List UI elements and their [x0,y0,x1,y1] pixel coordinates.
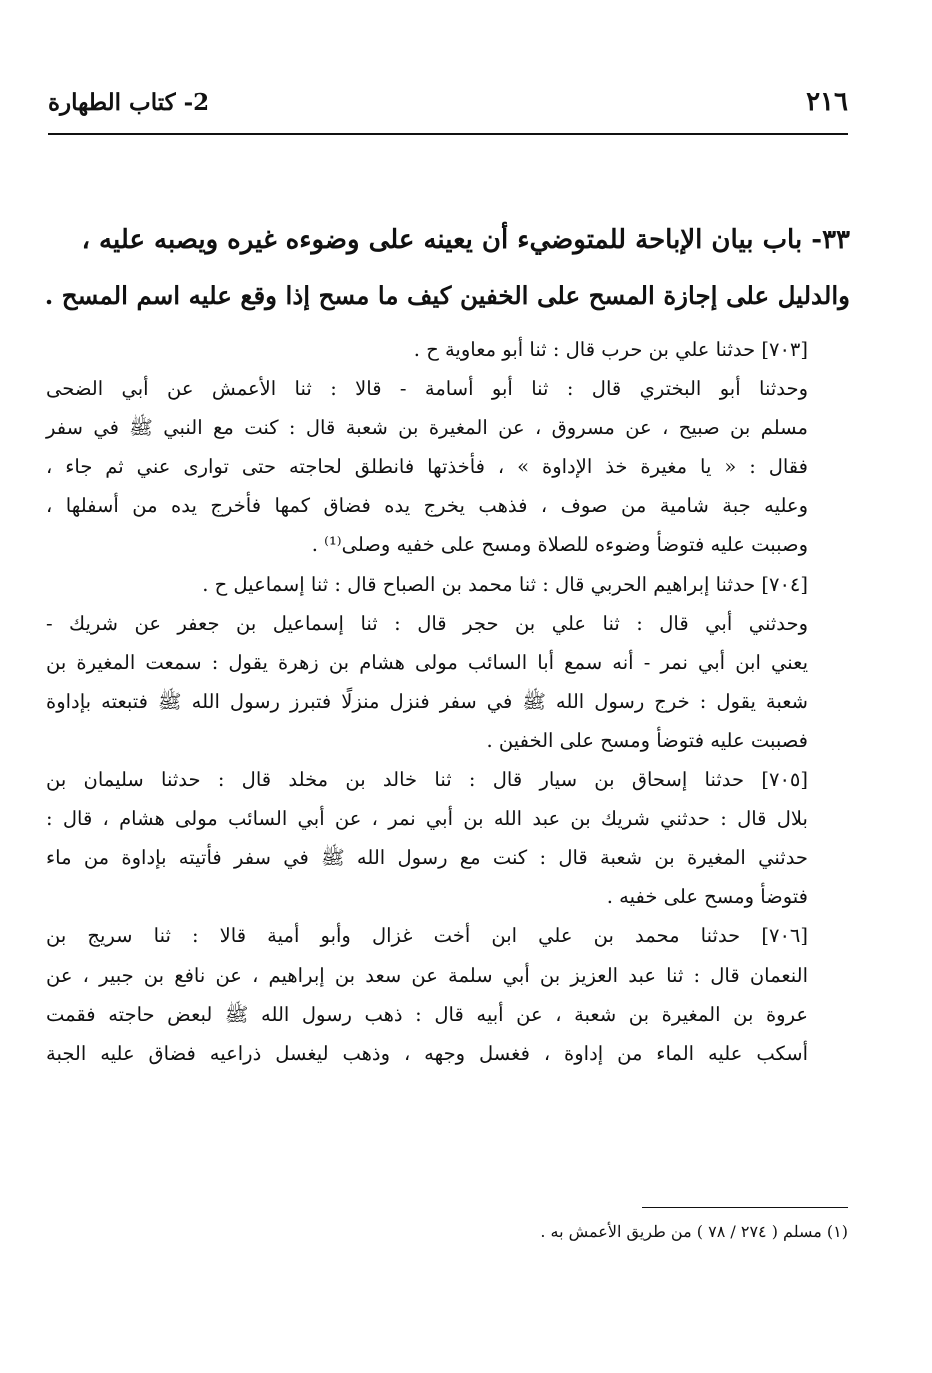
text-line: وصببت عليه فتوضأ وضوءه للصلاة ومسح على خفيه وصلى⁽¹⁾ . [311,533,808,557]
page-header [48,82,848,122]
hadith-704-text [46,604,848,760]
chapter-heading-line-1: ٣٣- باب بيان الإباحة للمتوضيء أن يعينه على وضوءه غيره ويصبه عليه ، [81,225,850,255]
text-line: فتوضأ ومسح على خفيه . [606,885,808,909]
text-line: النعمان قال : ثنا عبد العزيز بن أبي سلمة عن سعد بن إبراهيم ، عن نافع بن جبير ، عن [46,963,808,987]
body-text [46,330,848,1073]
hadith-703-text [46,369,848,564]
text-line: حدثني المغيرة بن شعبة قال : كنت مع رسول الله ﷺ في سفر فأتيته بإداوة من ماء [46,846,808,870]
text-line: فقال : « يا مغيرة خذ الإداوة » ، فأخذتها فانطلق لحاجته حتى توارى عني ثم جاء ، [46,455,808,479]
text-line: أسكب عليه الماء من إداوة ، فغسل وجهه ، وذهب ليغسل ذراعيه فضاق عليه الجبة [46,1041,808,1065]
text-line: وحدثني أبي قال : ثنا علي بن حجر قال : ثنا إسماعيل بن جعفر عن شريك - [46,611,808,635]
text-line: وعليه جبة شامية من صوف ، فذهب يخرج يده فضاق كمها فأخرج يده من أسفلها ، [46,494,808,518]
hadith-704-isnad [46,565,848,604]
hadith-705 [46,760,848,916]
footnote-divider [642,1207,848,1208]
text-line: يعني ابن أبي نمر - أنه سمع أبا السائب مولى هشام بن زهرة يقول : سمعت المغيرة بن [46,650,808,674]
text-line: عروة بن المغيرة بن شعبة ، عن أبيه قال : ذهب رسول الله ﷺ لبعض حاجته فقمت [46,1002,808,1026]
text-line: [٧٠٣] حدثنا علي بن حرب قال : ثنا أبو معاوية ح . [413,338,808,361]
chapter-heading [44,212,850,324]
text-line: بلال قال : حدثني شريك بن عبد الله بن أبي نمر ، عن أبي السائب مولى هشام ، قال : [46,807,808,831]
text-line: [٧٠٦] حدثنا محمد بن علي ابن أخت غزال وأبو أمية قالا : ثنا سريج بن [46,924,808,948]
text-line: فصببت عليه فتوضأ ومسح على الخفين . [486,728,808,752]
text-line: [٧٠٥] حدثنا إسحاق بن سيار قال : ثنا خالد بن مخلد قال : حدثنا سليمان بن [46,768,808,792]
text-line: [٧٠٤] حدثنا إبراهيم الحربي قال : ثنا محمد بن الصباح قال : ثنا إسماعيل ح . [202,572,808,596]
page-number: ٢١٦ [806,87,848,117]
hadith-706 [46,916,848,1072]
running-title: 2- كتاب الطهارة [48,88,210,116]
chapter-heading-line-2: والدليل على إجازة المسح على الخفين كيف ما مسح إذا وقع عليه اسم المسح . [44,281,850,310]
text-line: شعبة يقول : خرج رسول الله ﷺ في سفر فنزل منزلًا فتبرز رسول الله ﷺ فتبعته بإداوة [46,689,808,713]
text-line: وحدثنا أبو البختري قال : ثنا أبو أسامة - قالا : ثنا الأعمش عن أبي الضحى [46,377,808,401]
hadith-703-isnad [46,330,848,369]
header-divider [48,133,848,135]
text-line: مسلم بن صبيح ، عن مسروق ، عن المغيرة بن شعبة قال : كنت مع النبي ﷺ في سفر [46,416,808,440]
footnote: (١) مسلم ( ٢٧٤ / ٧٨ ) من طريق الأعمش به . [540,1222,848,1241]
